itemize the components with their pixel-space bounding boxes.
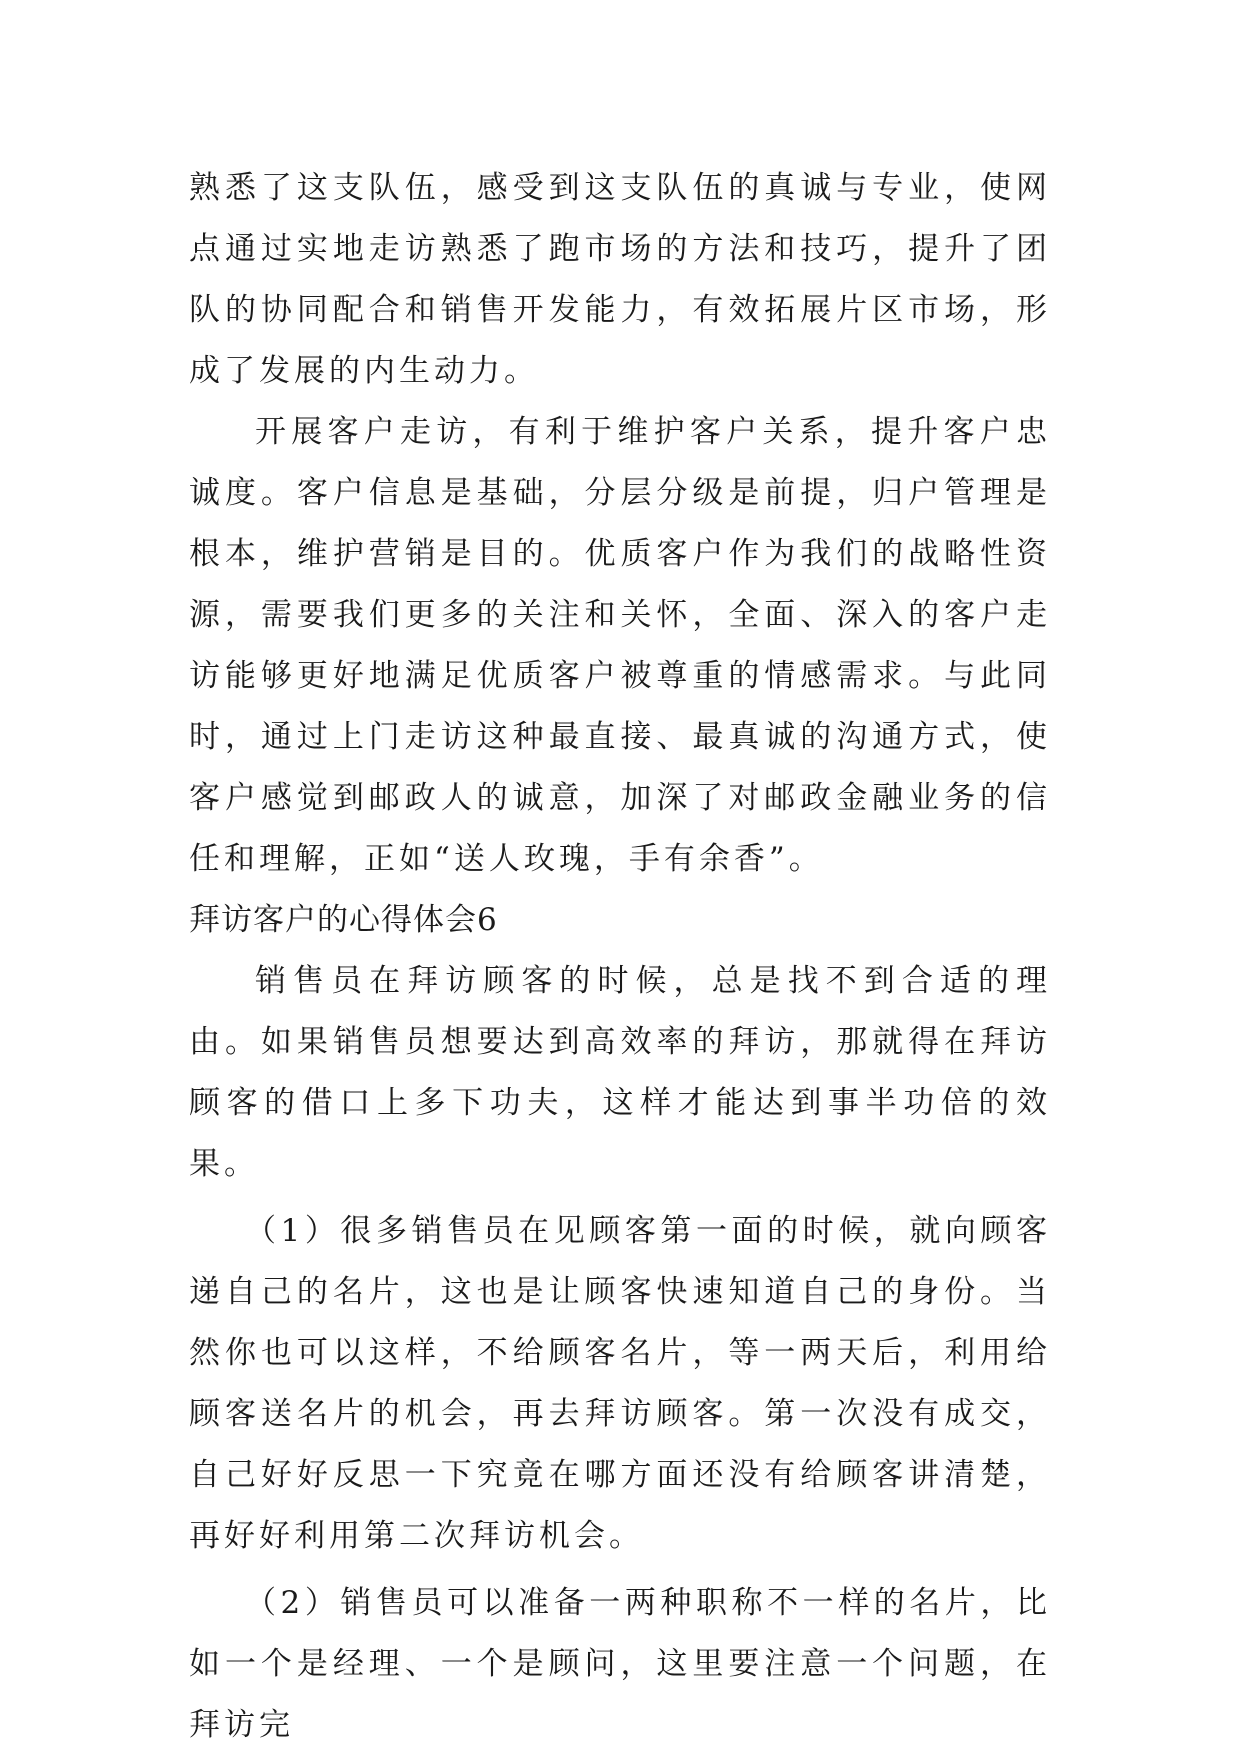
paragraph-point-1: （1）很多销售员在见顾客第一面的时候，就向顾客递自己的名片，这也是让顾客快速知道自己的身份。当然你也可以这样，不给顾客名片，等一两天后，利用给顾客送名片的机会，再去拜访顾客。第一次没有成交，自己好好反思一下究竟在哪方面还没有给顾客讲清楚，再好好利用第二次拜访机会。 [189,1213,1051,1554]
paragraph-continuation: 熟悉了这支队伍，感受到这支队伍的真诚与专业，使网点通过实地走访熟悉了跑市场的方法和技巧，提升了团队的协同配合和销售开发能力，有效拓展片区市场，形成了发展的内生动力。 [189,170,1051,389]
paragraph-customer-visit: 开展客户走访，有利于维护客户关系，提升客户忠诚度。客户信息是基础，分层分级是前提，归户管理是根本，维护营销是目的。优质客户作为我们的战略性资源，需要我们更多的关注和关怀，全面、深入的客户走访能够更好地满足优质客户被尊重的情感需求。与此同时，通过上门走访这种最直接、最真诚的沟通方式，使客户感觉到邮政人的诚意，加深了对邮政金融业务的信任和理解，正如“送人玫瑰，手有余香”。 [189,414,1051,877]
document-body [189,158,1051,1756]
paragraph-sales-intro: 销售员在拜访顾客的时候，总是找不到合适的理由。如果销售员想要达到高效率的拜访，那就得在拜访顾客的借口上多下功夫，这样才能达到事半功倍的效果。 [189,963,1051,1182]
section-heading: 拜访客户的心得体会6 [189,902,498,938]
paragraph-point-2: （2）销售员可以准备一两种职称不一样的名片，比如一个是经理、一个是顾问，这里要注意一个问题，在拜访完 [189,1585,1051,1743]
